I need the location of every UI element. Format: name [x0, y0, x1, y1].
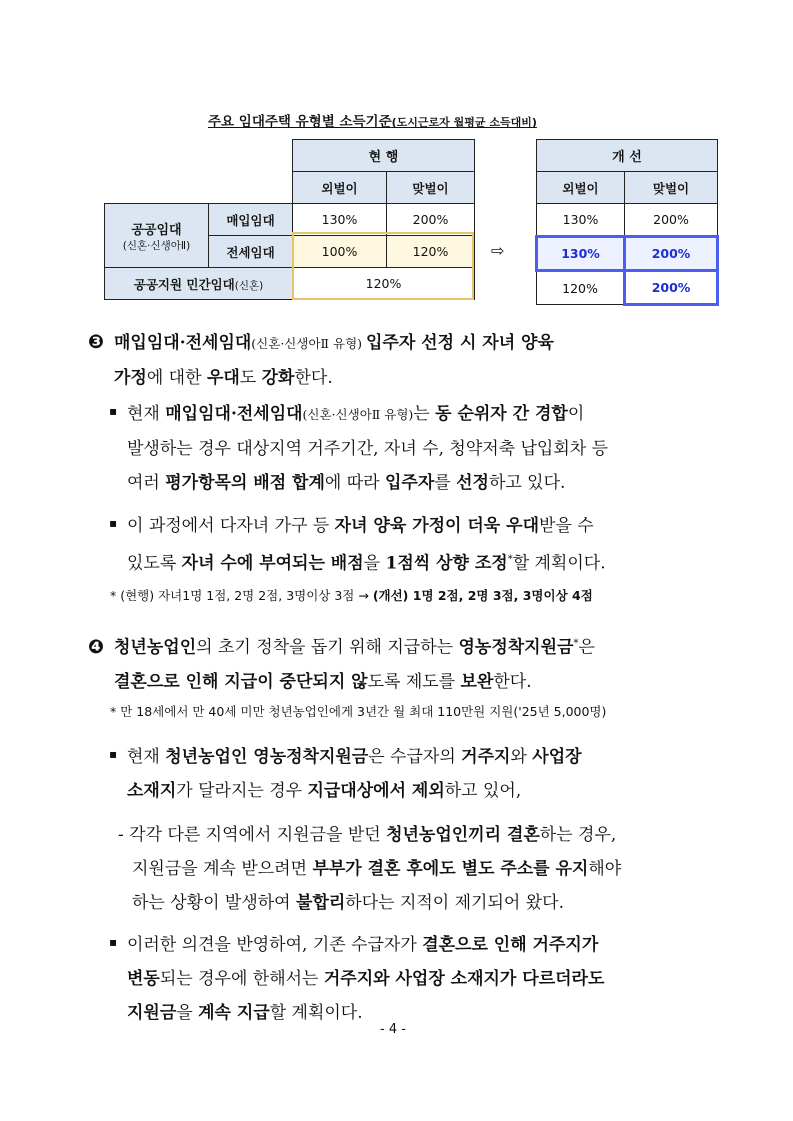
bold-text: 거주지와 사업장 소재지가 다르더라도	[323, 969, 605, 989]
text: * (현행) 자녀1명 1점, 2명 2점, 3명이상 3점 →	[110, 588, 373, 603]
text: 한다.	[493, 671, 532, 692]
bullet-3-text	[127, 740, 582, 808]
bold-text: 매입임대·전세임대	[114, 333, 252, 353]
private-label: 공공지원 민간임대	[133, 276, 235, 292]
row-label-jeonse: 전세임대	[209, 236, 293, 268]
bold-text: 입주자	[384, 473, 435, 493]
text: (신혼·신생아Ⅱ 유형)	[302, 407, 414, 422]
bold-text: 변동	[127, 969, 160, 989]
text: 하는 상황이 발생하여	[132, 893, 297, 913]
bullet-2-text	[127, 509, 606, 581]
text: 이	[567, 404, 585, 424]
page-number: - 4 -	[380, 1022, 406, 1037]
table-caption	[208, 110, 537, 130]
bold-text: 매입임대·전세임대	[165, 404, 303, 424]
text: 하는 경우,	[539, 825, 617, 845]
cell-value: 120%	[537, 271, 625, 305]
bullet-icon: ▪	[109, 747, 118, 761]
current-header: 현 행	[293, 140, 475, 172]
bold-text: 지급대상에서 제외	[307, 781, 445, 801]
text: 와	[510, 747, 533, 767]
bullet-icon: ▪	[109, 404, 118, 418]
text: 는	[413, 404, 436, 424]
bold-text: 보완	[460, 671, 494, 692]
text: 하다는 지적이 제기되어 왔다.	[345, 893, 564, 913]
text: 현재	[127, 747, 166, 767]
cell-value-merged: 120%	[293, 268, 475, 300]
bold-text: 청년농업인	[114, 637, 197, 658]
section-3-heading	[88, 325, 554, 395]
text: 에 따라	[324, 473, 385, 493]
bold-text: 결혼으로 인해 지급이 중단되지 않	[114, 671, 368, 692]
bold-text: 소재지	[127, 781, 177, 801]
bullet-4-text	[127, 928, 604, 1030]
text: 하고 있다.	[488, 473, 566, 493]
public-rental-label: 공공임대	[131, 222, 182, 238]
text: 가 달라지는 경우	[176, 781, 308, 801]
text: 지원금을 계속 받으려면	[132, 859, 313, 879]
row-label-purchase: 매입임대	[209, 204, 293, 236]
cell-value: 200%	[625, 204, 718, 237]
cell-value: 100%	[293, 236, 387, 268]
bullet-1-text	[127, 397, 608, 500]
bold-text: 자녀 수에 부여되는 배점	[181, 553, 364, 574]
text: 해야	[588, 859, 622, 879]
private-label-paren: (신혼)	[234, 279, 264, 292]
text: 현재	[127, 404, 166, 424]
footnote-mark: *	[507, 554, 513, 565]
current-income-table	[104, 139, 475, 300]
text: 여러	[127, 473, 166, 493]
text: 받을 수	[539, 516, 594, 536]
text: 은 수급자의	[368, 747, 462, 767]
text: 은	[578, 637, 595, 658]
bold-text: 결혼으로 인해 거주지가	[422, 935, 599, 955]
bold-text: 동 순위자 간 경합	[435, 404, 568, 424]
bold-text: 자녀 양육 가정이 더욱 우대	[334, 516, 539, 536]
cell-value: 130%	[293, 204, 387, 236]
footnote-mark: *	[573, 638, 579, 649]
bold-text: 계속 지급	[198, 1003, 270, 1023]
section-number: ❸	[88, 331, 105, 353]
text: 를	[434, 473, 457, 493]
bold-text: 우대	[206, 368, 240, 388]
text: 도	[239, 368, 262, 388]
bold-text: 지원금	[127, 1003, 177, 1023]
current-col-dual: 맞벌이	[387, 172, 475, 204]
bullet-icon: ▪	[109, 516, 118, 530]
text: 을	[176, 1003, 199, 1023]
footnote-1	[110, 586, 593, 604]
text: - 각각 다른 지역에서 지원금을 받던	[118, 825, 387, 845]
bold-text: 선정	[456, 473, 489, 493]
cell-value-highlight: 200%	[625, 237, 718, 271]
caption-main: 주요 임대주택 유형별 소득기준	[208, 114, 392, 130]
improved-col-dual: 맞벌이	[625, 172, 718, 204]
text: 에 대한	[146, 368, 207, 388]
footnote-2: * 만 18세에서 만 40세 미만 청년농업인에게 3년간 월 최대 110만원 지원('25년 5,000명)	[110, 704, 607, 719]
caption-paren: (도시근로자 월평균 소득대비)	[391, 116, 537, 129]
bold-text: 가정	[114, 368, 147, 388]
current-col-single: 외벌이	[293, 172, 387, 204]
dash-item	[118, 818, 621, 920]
text: 할 계획이다.	[269, 1003, 363, 1023]
bold-text: 평가항목의 배점 합계	[165, 473, 325, 493]
public-rental-sub: (신혼·신생아Ⅱ)	[122, 239, 191, 252]
improved-income-table	[535, 139, 719, 306]
bold-text: 1점씩 상향 조정	[385, 553, 508, 574]
cell-value: 200%	[387, 204, 475, 236]
public-rental-group-cell	[105, 204, 209, 268]
section-4-heading	[88, 627, 595, 699]
bold-text: 입주자 선정 시 자녀 양육	[366, 333, 554, 353]
text: 이러한 의견을 반영하여, 기존 수급자가	[127, 935, 423, 955]
text: 한다.	[294, 368, 333, 388]
bold-text: 사업장	[532, 747, 582, 767]
row-label-private	[105, 268, 293, 300]
section-number: ❹	[88, 635, 105, 658]
bold-text: 부부가 결혼 후에도 별도 주소를 유지	[312, 859, 589, 879]
bold-text: 불합리	[296, 893, 346, 913]
text: 되는 경우에 한해서는	[159, 969, 324, 989]
text: 을	[363, 553, 386, 574]
bold-text: 청년농업인 영농정착지원금	[165, 747, 369, 767]
cell-value: 130%	[537, 204, 625, 237]
text: 이 과정에서 다자녀 가구 등	[127, 516, 335, 536]
text: 하고 있어,	[444, 781, 522, 801]
bold-text: 영농정착지원금	[458, 637, 574, 658]
cell-value-highlight: 200%	[625, 271, 718, 305]
text-line: 발생하는 경우 대상지역 거주기간, 자녀 수, 청약저축 납입회차 등	[127, 439, 609, 459]
bullet-icon: ▪	[109, 935, 118, 949]
bold-text: (개선) 1명 2점, 2명 3점, 3명이상 4점	[372, 588, 593, 603]
bold-text: 강화	[261, 368, 295, 388]
bold-text: 청년농업인끼리 결혼	[386, 825, 540, 845]
text: (신혼·신생아Ⅱ 유형)	[251, 336, 366, 351]
right-arrow-icon: ⇨	[491, 241, 505, 260]
text: 의 초기 정착을 돕기 위해 지급하는	[196, 637, 459, 658]
cell-value: 120%	[387, 236, 475, 268]
text: 도록 제도를	[367, 671, 461, 692]
text: 있도록	[127, 553, 182, 574]
improved-header: 개 선	[537, 140, 718, 172]
improved-col-single: 외벌이	[537, 172, 625, 204]
text: 할 계획이다.	[512, 553, 606, 574]
cell-value-highlight: 130%	[537, 237, 625, 271]
bold-text: 거주지	[461, 747, 511, 767]
